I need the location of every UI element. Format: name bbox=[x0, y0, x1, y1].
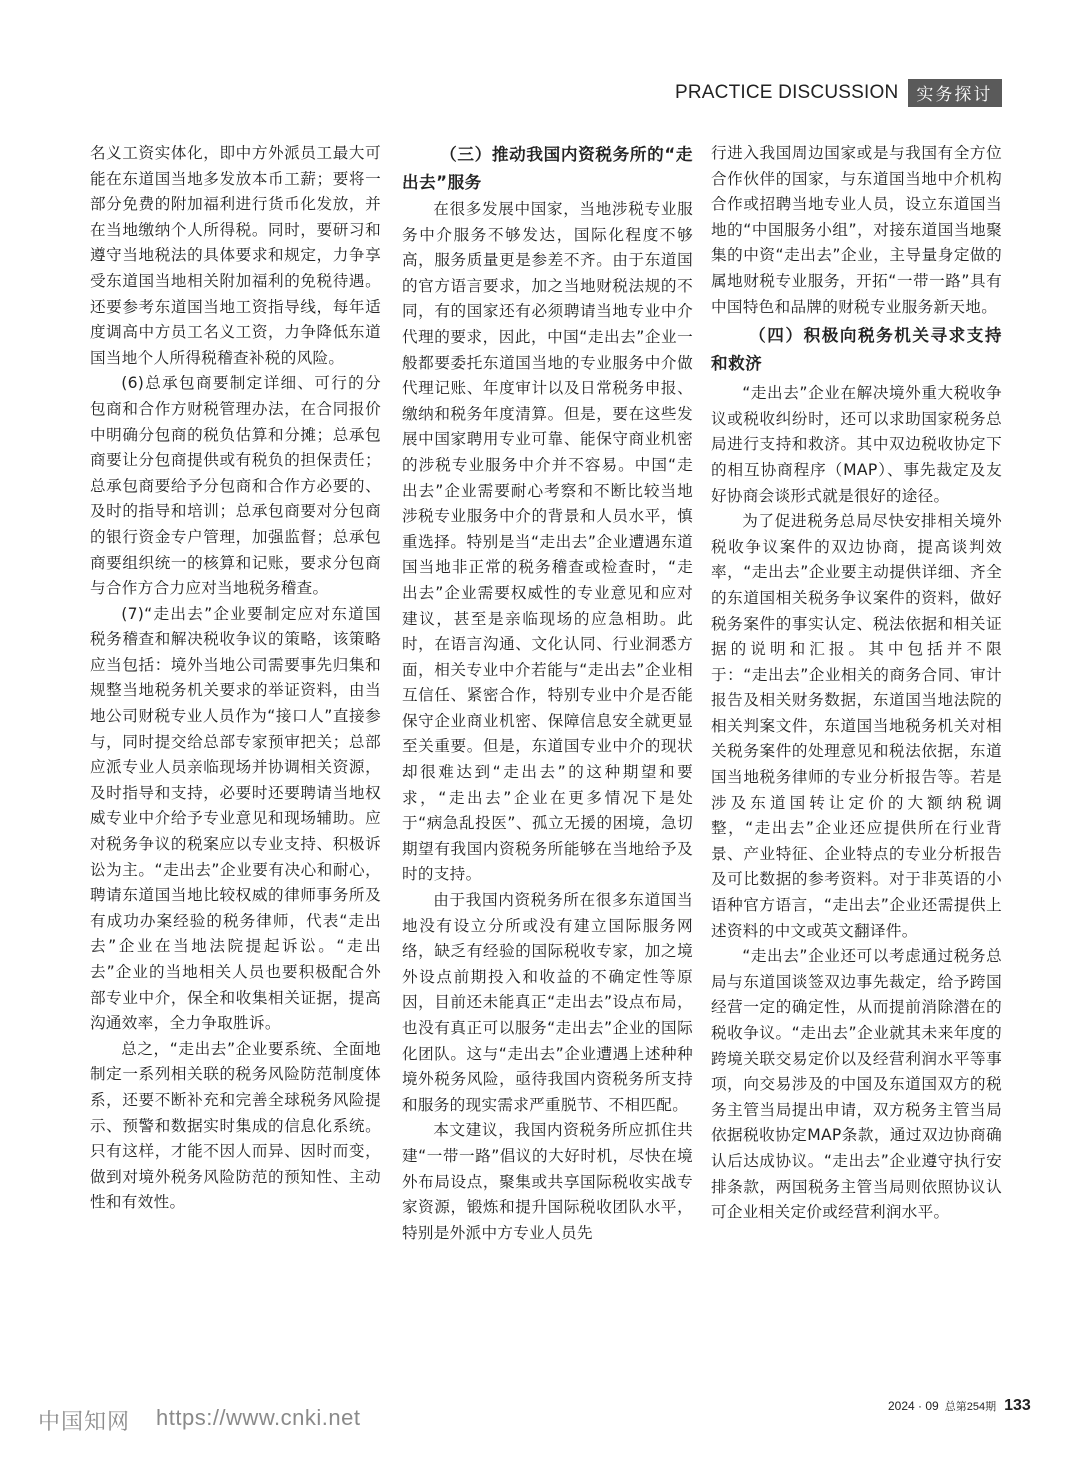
text-column-1 bbox=[90, 141, 381, 1216]
paragraph: 名义工资实体化，即中方外派员工最大可能在东道国当地多发放本币工薪；要将一部分免费的附加福利进行货币化发放，并在当地缴纳个人所得税。同时，要研习和遵守当地税法的具体要求和规定，力争享受东道国当地相关附加福利的免税待遇。还要参考东道国当地工资指导线，每年适度调高中方员工名义工资，力争降低东道国当地个人所得税稽查补税的风险。 bbox=[90, 144, 381, 367]
section-heading: （四）积极向税务机关寻求支持和救济 bbox=[711, 326, 1002, 374]
paragraph: 由于我国内资税务所在很多东道国当地没有设立分所或没有建立国际服务网络，缺乏有经验的国际税收专家，加之境外设点前期投入和收益的不确定性等原因，目前还未能真正“走出去”设点布局，也没有真正可以服务“走出去”企业的国际化团队。这与“走出去”企业遭遇上述种种境外税务风险，亟待我国内资税务所支持和服务的现实需求严重脱节、不相匹配。 bbox=[402, 891, 693, 1114]
paragraph: 在很多发展中国家，当地涉税专业服务中介服务不够发达，国际化程度不够高，服务质量更是参差不齐。由于东道国的官方语言要求，加之当地财税法规的不同，有的国家还有必须聘请当地专业中介代理的要求，因此，中国“走出去”企业一般都要委托东道国当地的专业服务中介做代理记账、年度审计以及日常税务申报、缴纳和税务年度清算。但是，要在这些发展中国家聘用专业可靠、能保守商业机密的涉税专业服务中介并不容易。中国“走出去”企业需要耐心考察和不断比较当地涉税专业服务中介的背景和人员水平，慎重选择。特别是当“走出去”企业遭遇东道国当地非正常的税务稽查或检查时，“走出去”企业需要权威性的专业意见和应对建议，甚至是亲临现场的应急相助。此时，在语言沟通、文化认同、行业洞悉方面，相关专业中介若能与“走出去”企业相互信任、紧密合作，特别专业中介是否能保守企业商业机密、保障信息安全就更显至关重要。但是，东道国专业中介的现状却很难达到“走出去”的这种期望和要求，“走出去”企业在更多情况下是处于“病急乱投医”、孤立无援的困境，急切期望有我国内资税务所能够在当地给予及时的支持。 bbox=[402, 200, 693, 884]
paragraph: “走出去”企业在解决境外重大税收争议或税收纠纷时，还可以求助国家税务总局进行支持和救济。其中双边税收协定下的相互协商程序（MAP）、事先裁定及友好协商会谈形式就是很好的途径。 bbox=[711, 384, 1002, 505]
paragraph: 为了促进税务总局尽快安排相关境外税收争议案件的双边协商，提高谈判效率，“走出去”企业要主动提供详细、齐全的东道国相关税务争议案件的资料，做好税务案件的事实认定、税法依据和相关证据的说明和汇报。其中包括并不限于：“走出去”企业相关的商务合同、审计报告及相关财务数据，东道国当地法院的相关判案文件，东道国当地税务机关对相关税务案件的处理意见和税法依据，东道国当地税务律师的专业分析报告等。若是涉及东道国转让定价的大额纳税调整，“走出去”企业还应提供所在行业背景、产业特征、企业特点的专业分析报告及可比数据的参考资料。对于非英语的小语种官方语言，“走出去”企业还需提供上述资料的中文或英文翻译件。 bbox=[711, 512, 1002, 940]
page-number: 133 bbox=[1004, 1397, 1031, 1414]
page-footer bbox=[888, 1397, 1031, 1415]
paragraph: (7)“走出去”企业要制定应对东道国税务稽查和解决税收争议的策略，该策略应当包括：境外当地公司需要事先归集和规整当地税务机关要求的举证资料，由当地公司财税专业人员作为“接口人”直接参与，同时提交给总部专家预审把关；总部应派专业人员亲临现场并协调相关资源，及时指导和支持，必要时还要聘请当地权威专业中介给予专业意见和现场辅助。应对税务争议的税案应以专业支持、积极诉讼为主。“走出去”企业要有决心和耐心，聘请东道国当地比较权威的律师事务所及有成功办案经验的税务律师，代表“走出去”企业在当地法院提起诉讼。“走出去”企业的当地相关人员也要积极配合外部专业中介，保全和收集相关证据，提高沟通效率，全力争取胜诉。 bbox=[90, 604, 381, 1033]
text-column-3 bbox=[711, 141, 1002, 1226]
paragraph: 本文建议，我国内资税务所应抓住共建“一带一路”倡议的大好时机，尽快在境外布局设点，聚集或共享国际税收实战专家资源，锻炼和提升国际税收团队水平，特别是外派中方专业人员先 bbox=[402, 1121, 693, 1242]
running-header bbox=[675, 80, 1002, 106]
cnki-watermark bbox=[38, 1405, 360, 1436]
paragraph: 行进入我国周边国家或是与我国有全方位合作伙伴的国家，与东道国当地中介机构合作或招聘当地专业人员，设立东道国当地的“中国服务小组”，对接东道国当地聚集的中资“走出去”企业，主导量身定做的属地财税专业服务，开拓“一带一路”具有中国特色和品牌的财税专业服务新天地。 bbox=[711, 144, 1002, 316]
watermark-url: https://www.cnki.net bbox=[156, 1405, 361, 1430]
issue-number: 总第254期 bbox=[944, 1401, 997, 1413]
header-section-cn: 实务探讨 bbox=[908, 79, 1002, 107]
header-section-en: PRACTICE DISCUSSION bbox=[675, 82, 899, 103]
paragraph: “走出去”企业还可以考虑通过税务总局与东道国谈签双边事先裁定，给予跨国经营一定的确定性，从而提前消除潜在的税收争议。“走出去”企业就其未来年度的跨境关联交易定价以及经营利润水平等事项，向交易涉及的中国及东道国双方的税务主管当局提出申请，双方税务主管当局依据税收协定MAP条款，通过双边协商确认后达成协议。“走出去”企业遵守执行安排条款，两国税务主管当局则依照协议认可企业相关定价或经营利润水平。 bbox=[711, 947, 1002, 1222]
issue-date: 2024 · 09 bbox=[888, 1399, 939, 1413]
paragraph: 总之，“走出去”企业要系统、全面地制定一系列相关联的税务风险防范制度体系，还要不断补充和完善全球税务风险提示、预警和数据实时集成的信息化系统。只有这样，才能不因人而异、因时而变，做到对境外税务风险防范的预知性、主动性和有效性。 bbox=[90, 1039, 381, 1212]
text-column-2 bbox=[402, 141, 693, 1246]
watermark-name: 中国知网 bbox=[38, 1410, 131, 1435]
section-heading: （三）推动我国内资税务所的“走出去”服务 bbox=[402, 145, 693, 192]
paragraph: (6)总承包商要制定详细、可行的分包商和合作方财税管理办法，在合同报价中明确分包商的税负估算和分摊；总承包商要让分包商提供或有税负的担保责任；总承包商要给予分包商和合作方必要的、及时的指导和培训；总承包商要对分包商的银行资金专户管理，加强监督；总承包商要组织统一的核算和记账，要求分包商与合作方合力应对当地税务稽查。 bbox=[90, 374, 381, 598]
